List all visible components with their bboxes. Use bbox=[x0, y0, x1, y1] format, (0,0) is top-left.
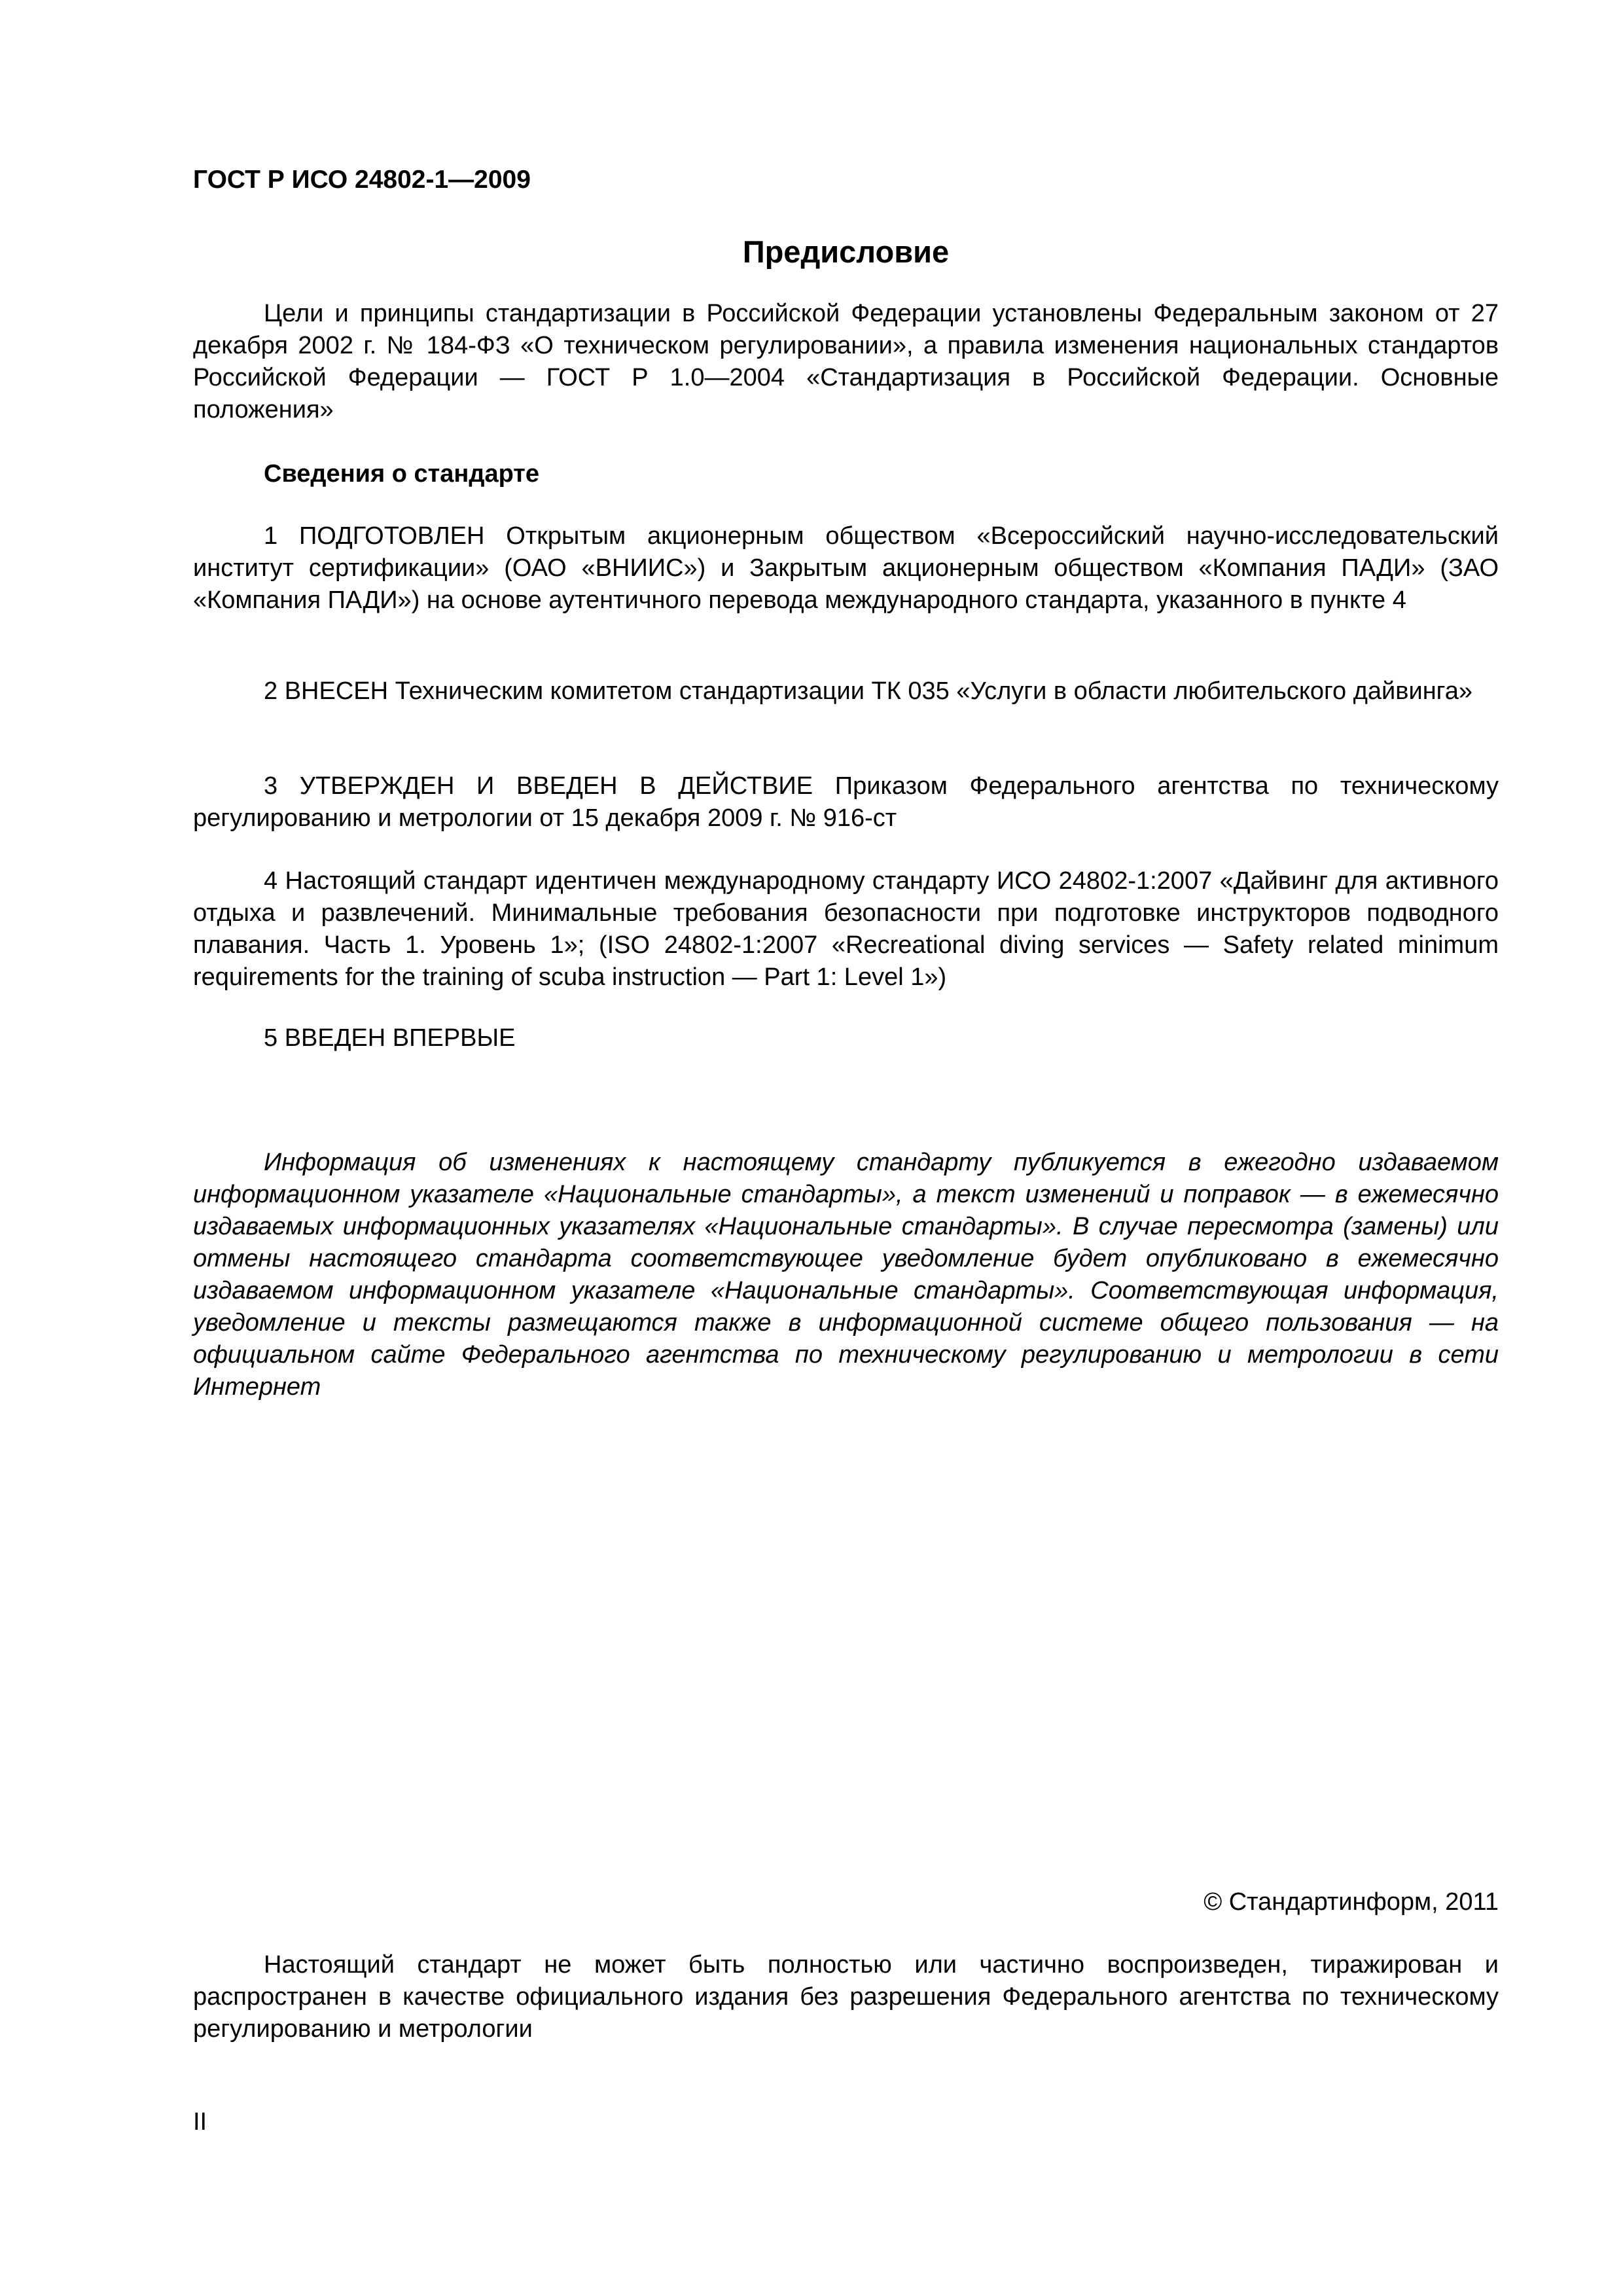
page-number: II bbox=[193, 2108, 207, 2136]
preface-intro-paragraph: Цели и принципы стандартизации в Российской Федерации установлены Федеральным законом от 27 декабря 2002 г. № 184-ФЗ «О техническом регулировании», а правила изменения национальных стандартов Российской Федерации — ГОСТ Р 1.0—2004 «Стандартизация в Российской Федерации. Основные положения» bbox=[193, 300, 1499, 423]
document-code-header: ГОСТ Р ИСО 24802-1—2009 bbox=[193, 166, 531, 194]
copyright-line: © Стандартинформ, 2011 bbox=[1204, 1888, 1499, 1916]
standard-info-item-1: 1 ПОДГОТОВЛЕН Открытым акционерным обществом «Всероссийский научно-исследовательский институт сертификации» (ОАО «ВНИИС») и Закрытым акционерным обществом «Компания ПАДИ» (ЗАО «Компания ПАДИ») на основе аутентичного перевода международного стандарта, указанного в пункте 4 bbox=[193, 522, 1499, 614]
standard-info-subheading: Сведения о стандарте bbox=[264, 460, 540, 488]
changes-information-notice: Информация об изменениях к настоящему стандарту публикуется в ежегодно издаваемом информационном указателе «Национальные стандарты», а текст изменений и поправок — в ежемесячно издаваемых информационных указателях «Национальные стандарты». В случае пересмотра (замены) или отмены настоящего стандарта соответствующее уведомление будет опубликовано в ежемесячно издаваемом информационном указателе «Национальные стандарты». Соответствующая информация, уведомление и тексты размещаются также в информационной системе общего пользования — на официальном сайте Федерального агентства по техническому регулированию и метрологии в сети Интернет bbox=[193, 1149, 1499, 1401]
standard-info-item-4: 4 Настоящий стандарт идентичен международному стандарту ИСО 24802-1:2007 «Дайвинг для активного отдыха и развлечений. Минимальные требования безопасности при подготовке инструкторов подводного плавания. Часть 1. Уровень 1»; (ISO 24802-1:2007 «Recreational diving services — Safety related minimum requirements for the training of scuba instruction — Part 1: Level 1») bbox=[193, 867, 1499, 991]
standard-info-item-5: 5 ВВЕДЕН ВПЕРВЫЕ bbox=[264, 1024, 516, 1052]
standard-info-item-2: 2 ВНЕСЕН Техническим комитетом стандартизации ТК 035 «Услуги в области любительского дайвинга» bbox=[264, 677, 1472, 705]
reproduction-notice: Настоящий стандарт не может быть полностью или частично воспроизведен, тиражирован и распространен в качестве официального издания без разрешения Федерального агентства по техническому регулированию и метрологии bbox=[193, 1951, 1499, 2043]
standard-info-item-3: 3 УТВЕРЖДЕН И ВВЕДЕН В ДЕЙСТВИЕ Приказом Федерального агентства по техническому регулированию и метрологии от 15 декабря 2009 г. № 916-ст bbox=[193, 772, 1499, 832]
page-title: Предисловие bbox=[742, 234, 950, 269]
